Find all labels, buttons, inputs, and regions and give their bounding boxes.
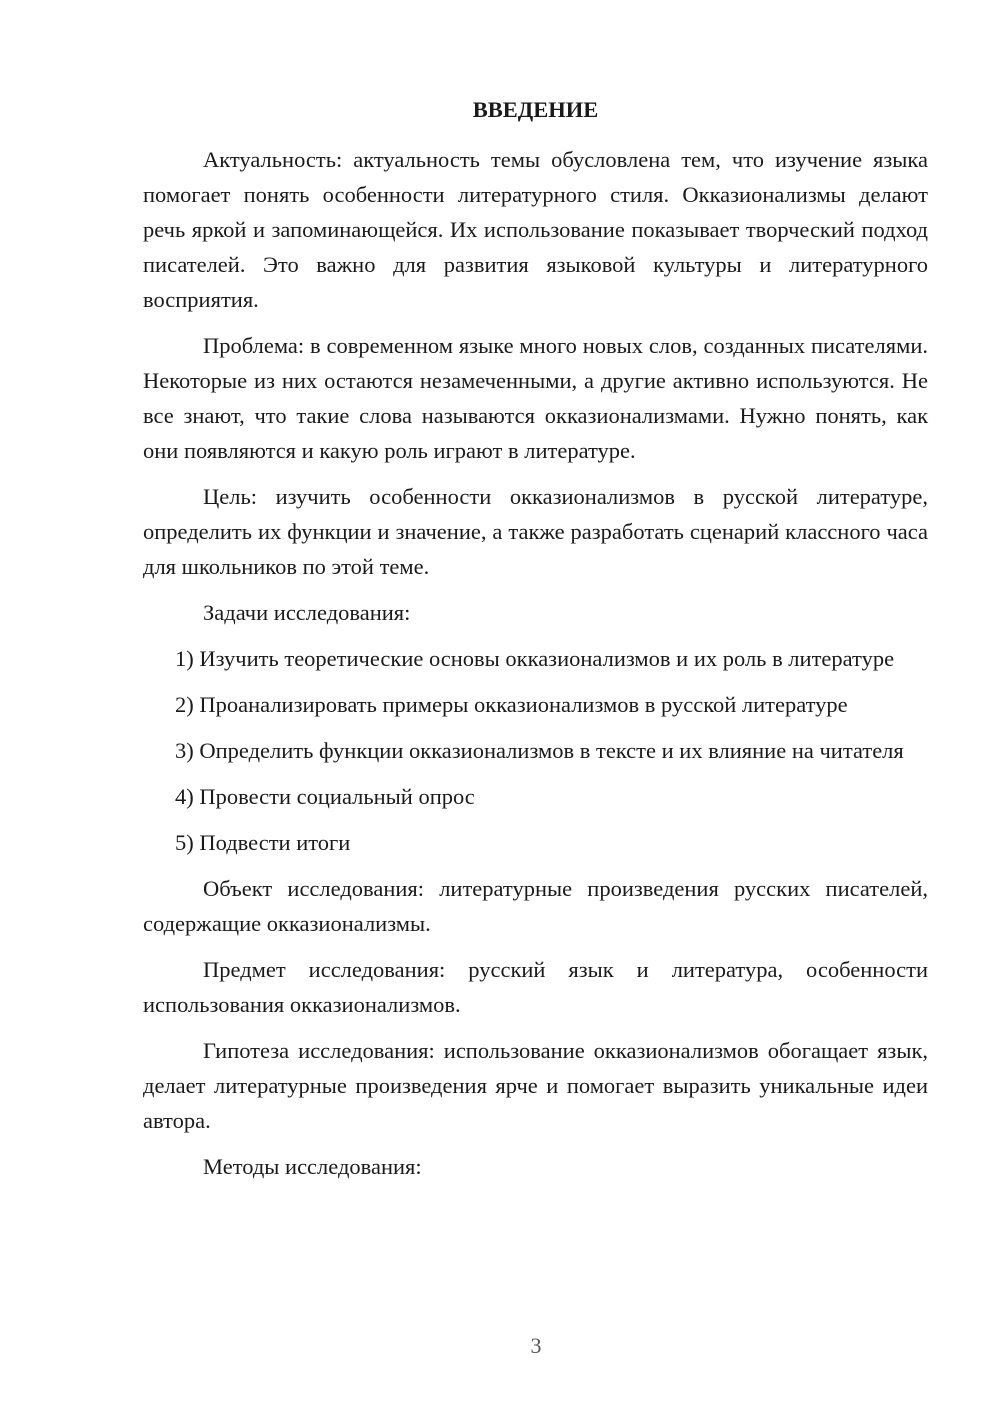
tasks-heading: Задачи исследования: xyxy=(203,600,411,625)
paragraph-object: Объект исследования: литературные произведения русских писателей, содержащие окказионализмы. xyxy=(143,876,928,936)
task-item-2: 2) Проанализировать примеры окказионализмов в русской литературе xyxy=(175,692,848,717)
paragraph-relevance: Актуальность: актуальность темы обусловлена тем, что изучение языка помогает понять особенности литературного стиля. Окказионализмы делают речь яркой и запоминающейся. Их использование показывает творческий подход писателей. Это важно для развития языковой культуры и литературного восприятия. xyxy=(143,147,928,312)
document-body xyxy=(143,92,928,1195)
task-item-1: 1) Изучить теоретические основы окказионализмов и их роль в литературе xyxy=(175,646,895,671)
paragraph-goal: Цель: изучить особенности окказионализмов в русской литературе, определить их функции и значение, а также разработать сценарий классного часа для школьников по этой теме. xyxy=(143,484,928,579)
page-number: 3 xyxy=(530,1333,542,1358)
task-item-5: 5) Подвести итоги xyxy=(175,830,351,855)
paragraph-problem: Проблема: в современном языке много новых слов, созданных писателями. Некоторые из них остаются незамеченными, а другие активно используются. Не все знают, что такие слова называются окказионализмами. Нужно понять, как они появляются и какую роль играют в литературе. xyxy=(143,333,928,463)
paragraph-hypothesis: Гипотеза исследования: использование окказионализмов обогащает язык, делает литературные произведения ярче и помогает выразить уникальные идеи автора. xyxy=(143,1038,928,1133)
document-title: ВВЕДЕНИЕ xyxy=(472,97,599,122)
methods-heading: Методы исследования: xyxy=(203,1154,422,1179)
paragraph-subject: Предмет исследования: русский язык и литература, особенности использования окказионализмов. xyxy=(143,957,928,1017)
task-item-4: 4) Провести социальный опрос xyxy=(175,784,475,809)
task-item-3: 3) Определить функции окказионализмов в тексте и их влияние на читателя xyxy=(175,738,904,763)
